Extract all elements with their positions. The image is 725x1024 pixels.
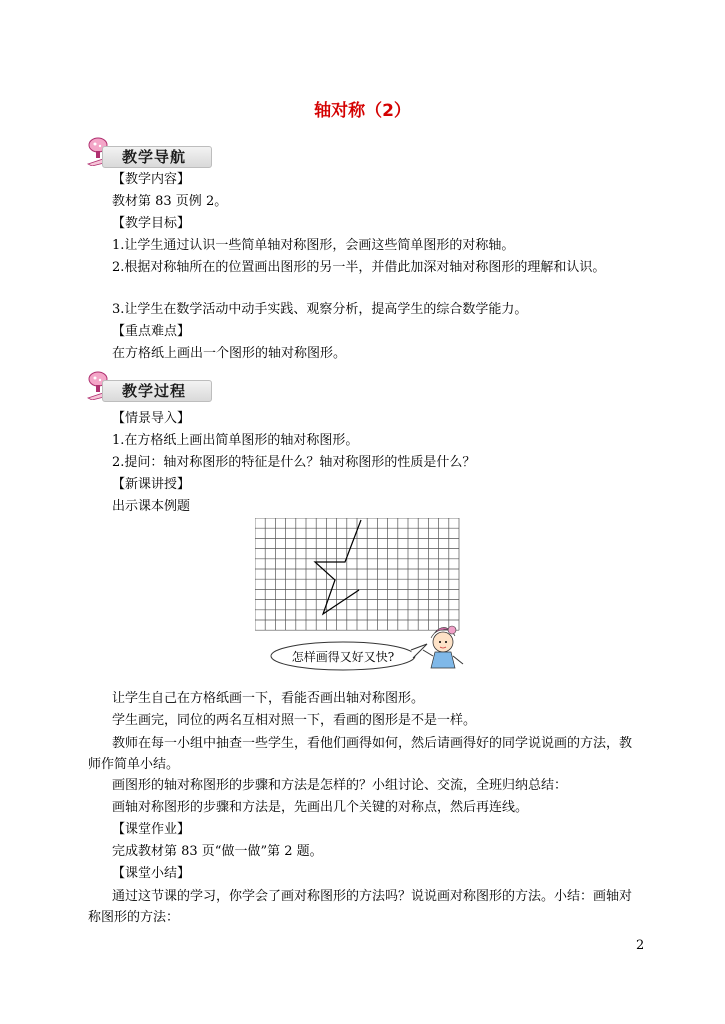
text-line: 1.让学生通过认识一些简单轴对称图形，会画这些简单图形的对称轴。 [112,238,515,253]
text-paragraph: 教师在每一小组中抽查一些学生，看他们画得如何，然后请画得好的同学说说画的方法，教师作简单小结。 [88,736,633,772]
text-paragraph: 通过这节课的学习，你学会了画对称图形的方法吗？说说画对称图形的方法。小结：画轴对称图形的方法： [88,889,633,925]
text-line: 画轴对称图形的步骤和方法是，先画出几个关键的对称点，然后再连线。 [112,800,529,815]
cartoon-girl-icon [423,626,463,668]
section-banner-teaching-guide [82,136,212,166]
text-line: 完成教材第 83 页“做一做”第 2 题。 [112,844,323,859]
text-line: 【课堂作业】 [112,822,191,837]
text-line: 【教学目标】 [112,216,191,231]
grid-figure [255,518,470,678]
section-banner-teaching-process [82,370,212,400]
speech-bubble [271,642,427,670]
text-line: 出示课本例题 [112,499,191,514]
text-line: 在方格纸上画出一个图形的轴对称图形。 [112,346,347,361]
text-paragraph: 2.根据对称轴所在的位置画出图形的另一半，并借此加深对轴对称图形的理解和认识。 [112,260,606,275]
text-line: 画图形的轴对称图形的步骤和方法是怎样的？小组讨论、交流，全班归纳总结： [112,778,568,793]
text-line: 【新课讲授】 [112,477,191,492]
text-line: 【情景导入】 [112,411,191,426]
text-line: 3.让学生在数学活动中动手实践、观察分析，提高学生的综合数学能力。 [112,302,528,317]
banner-label: 教学导航 [122,148,187,166]
text-line: 学生画完，同位的两名互相对照一下，看画的图形是不是一样。 [112,713,477,728]
page-number: 2 [636,938,645,953]
text-line: 让学生自己在方格纸画一下，看能否画出轴对称图形。 [112,691,425,706]
text-line: 2.提问：轴对称图形的特征是什么？轴对称图形的性质是什么？ [112,455,476,470]
bubble-text: 怎样画得又好又快? [291,650,395,664]
banner-label: 教学过程 [122,382,187,400]
example-figure [255,518,470,682]
text-line: 教材第 83 页例 2。 [112,194,228,209]
text-line: 【课堂小结】 [112,866,191,881]
page-title: 轴对称（2） [314,101,411,121]
text-line: 1.在方格纸上画出简单图形的轴对称图形。 [112,433,359,448]
text-line: 【重点难点】 [112,324,191,339]
text-line: 【教学内容】 [112,172,191,187]
